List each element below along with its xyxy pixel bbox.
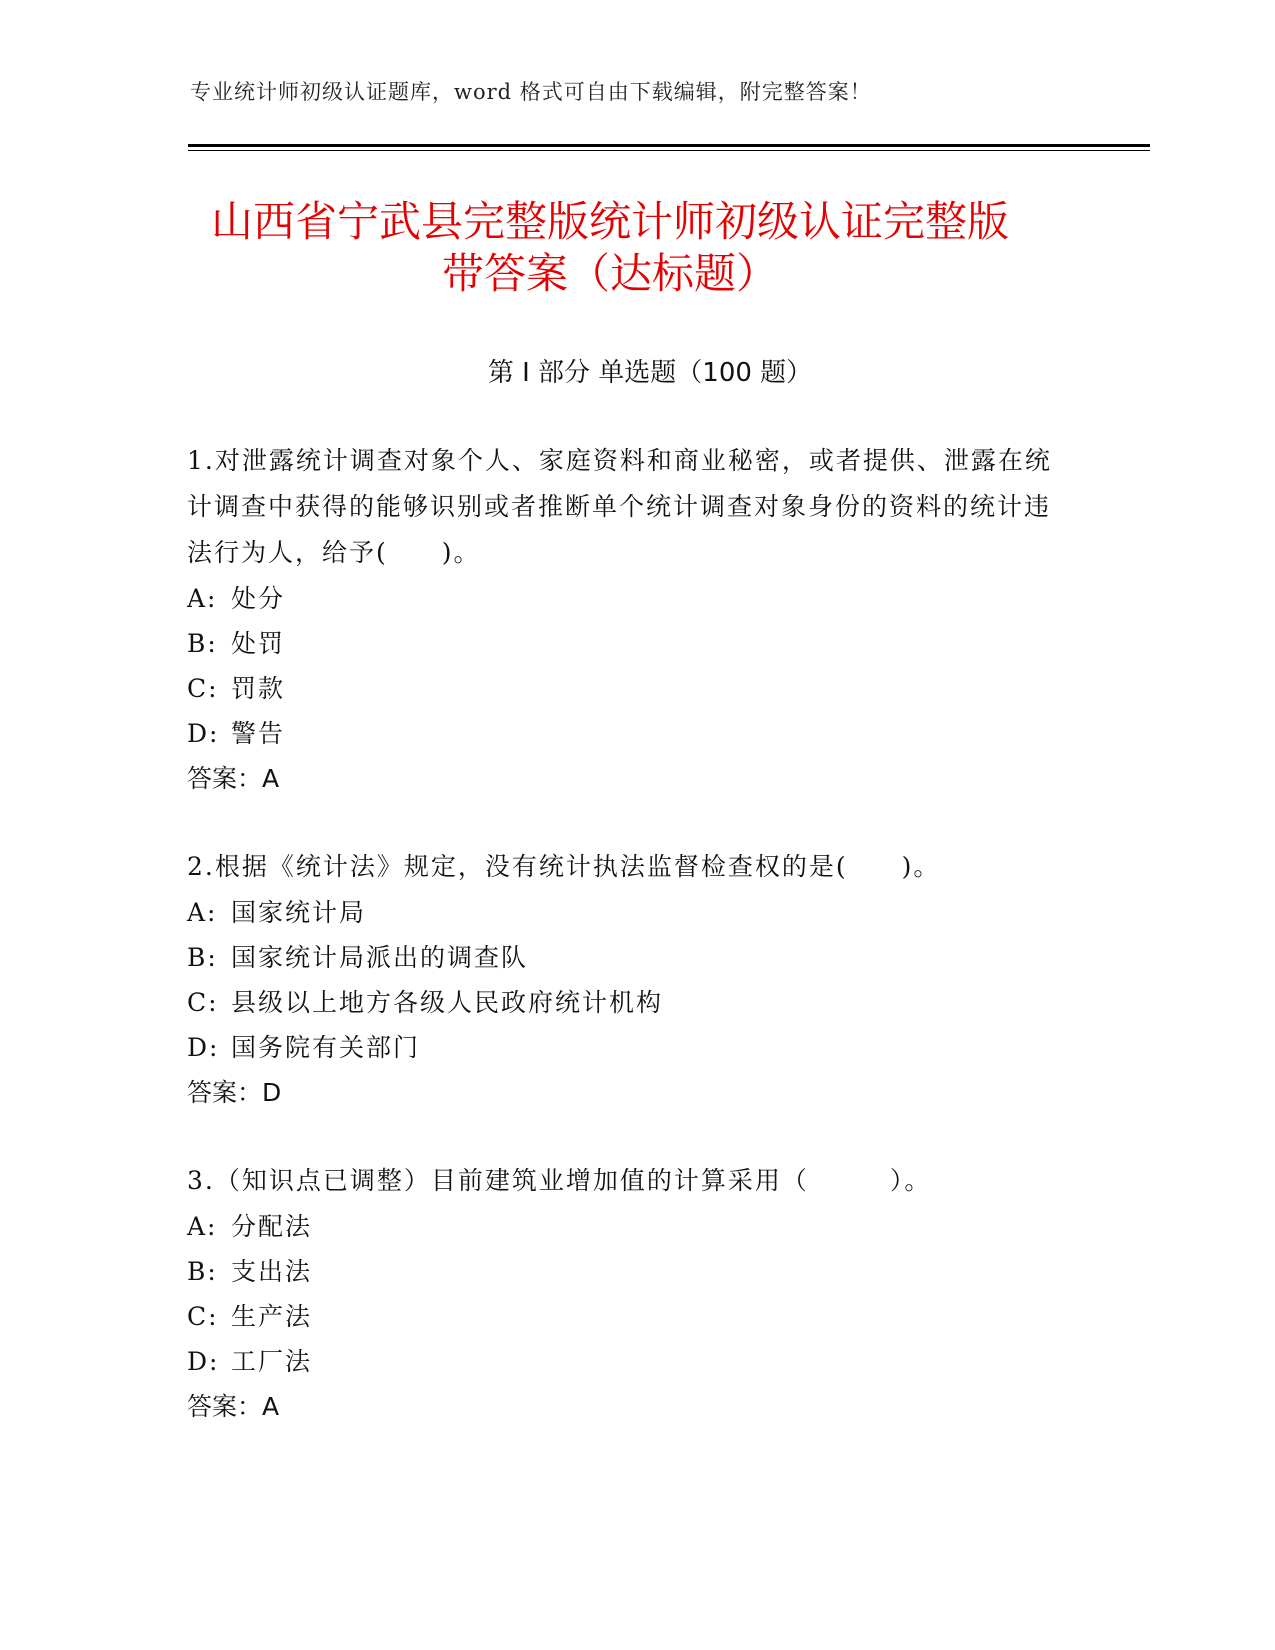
question-stem: 3.（知识点已调整）目前建筑业增加值的计算采用（ ）。 [187,1166,932,1195]
question-3 [187,1158,1067,1430]
option-text: 警告 [231,719,286,748]
option-text: 分配法 [231,1212,313,1241]
header-note: 专业统计师初级认证题库，word 格式可自由下载编辑，附完整答案！ [190,80,872,104]
option-text: 县级以上地方各级人民政府统计机构 [231,988,664,1017]
header-rule-thick [188,144,1150,147]
option-letter: D: [187,1347,220,1376]
option-text: 支出法 [231,1257,313,1286]
document-title-line1: 山西省宁武县完整版统计师初级认证完整版 [210,197,1009,246]
option-letter: D: [187,719,220,748]
option-text: 生产法 [231,1302,313,1331]
option-text: 国家统计局 [231,898,367,927]
option-letter: B: [187,629,218,658]
option-letter: C: [187,988,219,1017]
document-title-line2: 带答案（达标题） [441,249,778,298]
option-letter: A: [187,1212,218,1241]
option-letter: A: [187,584,218,613]
option-text: 国务院有关部门 [231,1033,421,1062]
option-d [187,711,1067,756]
option-letter: B: [187,1257,218,1286]
option-b [187,1249,1067,1294]
option-letter: D: [187,1033,220,1062]
option-c [187,980,1067,1025]
option-text: 罚款 [231,674,286,703]
option-letter: A: [187,898,218,927]
option-text: 处分 [231,584,286,613]
section-heading: 第 I 部分 单选题（100 题） [487,358,813,388]
option-text: 国家统计局派出的调查队 [231,943,529,972]
option-text: 工厂法 [231,1347,313,1376]
question-list [187,438,1067,1472]
option-c [187,666,1067,711]
option-c [187,1294,1067,1339]
option-d [187,1339,1067,1384]
document-title [160,196,1060,300]
option-a [187,1204,1067,1249]
question-stem: 2.根据《统计法》规定，没有统计执法监督检查权的是( )。 [187,852,941,881]
option-text: 处罚 [231,629,286,658]
option-a [187,576,1067,621]
option-letter: C: [187,1302,219,1331]
answer-line: 答案：A [187,764,280,793]
question-2 [187,844,1067,1116]
option-letter: C: [187,674,219,703]
header-rule-thin [188,150,1150,151]
option-b [187,621,1067,666]
answer-line: 答案：D [187,1078,282,1107]
option-a [187,890,1067,935]
option-d [187,1025,1067,1070]
option-b [187,935,1067,980]
question-stem: 1.对泄露统计调查对象个人、家庭资料和商业秘密，或者提供、泄露在统计调查中获得的能够识别或者推断单个统计调查对象身份的资料的统计违法行为人，给予( )。 [187,446,1052,567]
question-1 [187,438,1067,802]
option-letter: B: [187,943,218,972]
answer-line: 答案：A [187,1392,280,1421]
